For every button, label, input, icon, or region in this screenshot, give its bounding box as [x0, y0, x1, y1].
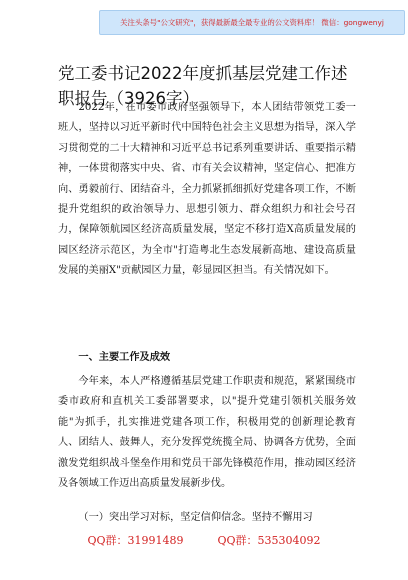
footer	[0, 533, 408, 549]
footer-qq-group-1: QQ群：31991489	[87, 534, 184, 547]
section-heading: 一、主要工作及成效	[78, 352, 171, 363]
subsection-paragraph: （一）突出学习对标，坚定信仰信念。坚持不懈用习	[78, 512, 313, 523]
footer-qq-group-2: QQ群：535304092	[217, 534, 321, 547]
section-paragraph: 今年来，本人严格遵循基层党建工作职责和规范，紧紧围绕市委市政府和直机关工委部署要求，以"提升党建引领机关服务效能"为抓手，扎实推进党建各项工作，积极用党的创新理论教育人、团结人、鼓舞人，充分发挥党统揽全局、协调各方优势，全面激发党组织战斗堡垒作用和党员干部先锋模范作用，推动园区经济及各领域工作迈出高质量发展新步伐。	[58, 376, 356, 490]
intro-paragraph: 2022年，在市委市政府坚强领导下，本人团结带领党工委一班人，坚持以习近平新时代中国特色社会主义思想为指导，深入学习贯彻党的二十大精神和习近平总书记系列重要讲话、重要指示精神，一体贯彻落实中央、省、市有关会议精神，坚定信心、把准方向、勇毅前行、团结奋斗，全力抓紧抓细抓好党建各项工作，不断提升党组织的政治领导力、思想引领力、群众组织力和社会号召力，保障领航园区经济高质量发展，坚定不移打造X高质量发展的园区经济示范区，为全市"打造粤北生态发展新高地、建设高质量发展的美丽X"贡献园区力量，彰显园区担当。有关情况如下。	[58, 102, 356, 277]
document-title: 党工委书记2022年度抓基层党建工作述职报告（3926字）	[58, 64, 348, 108]
top-banner: 关注头条号"公文研究"，获得最新最全最专业的公文资料库！ 微信：gongwenyj	[99, 10, 405, 35]
